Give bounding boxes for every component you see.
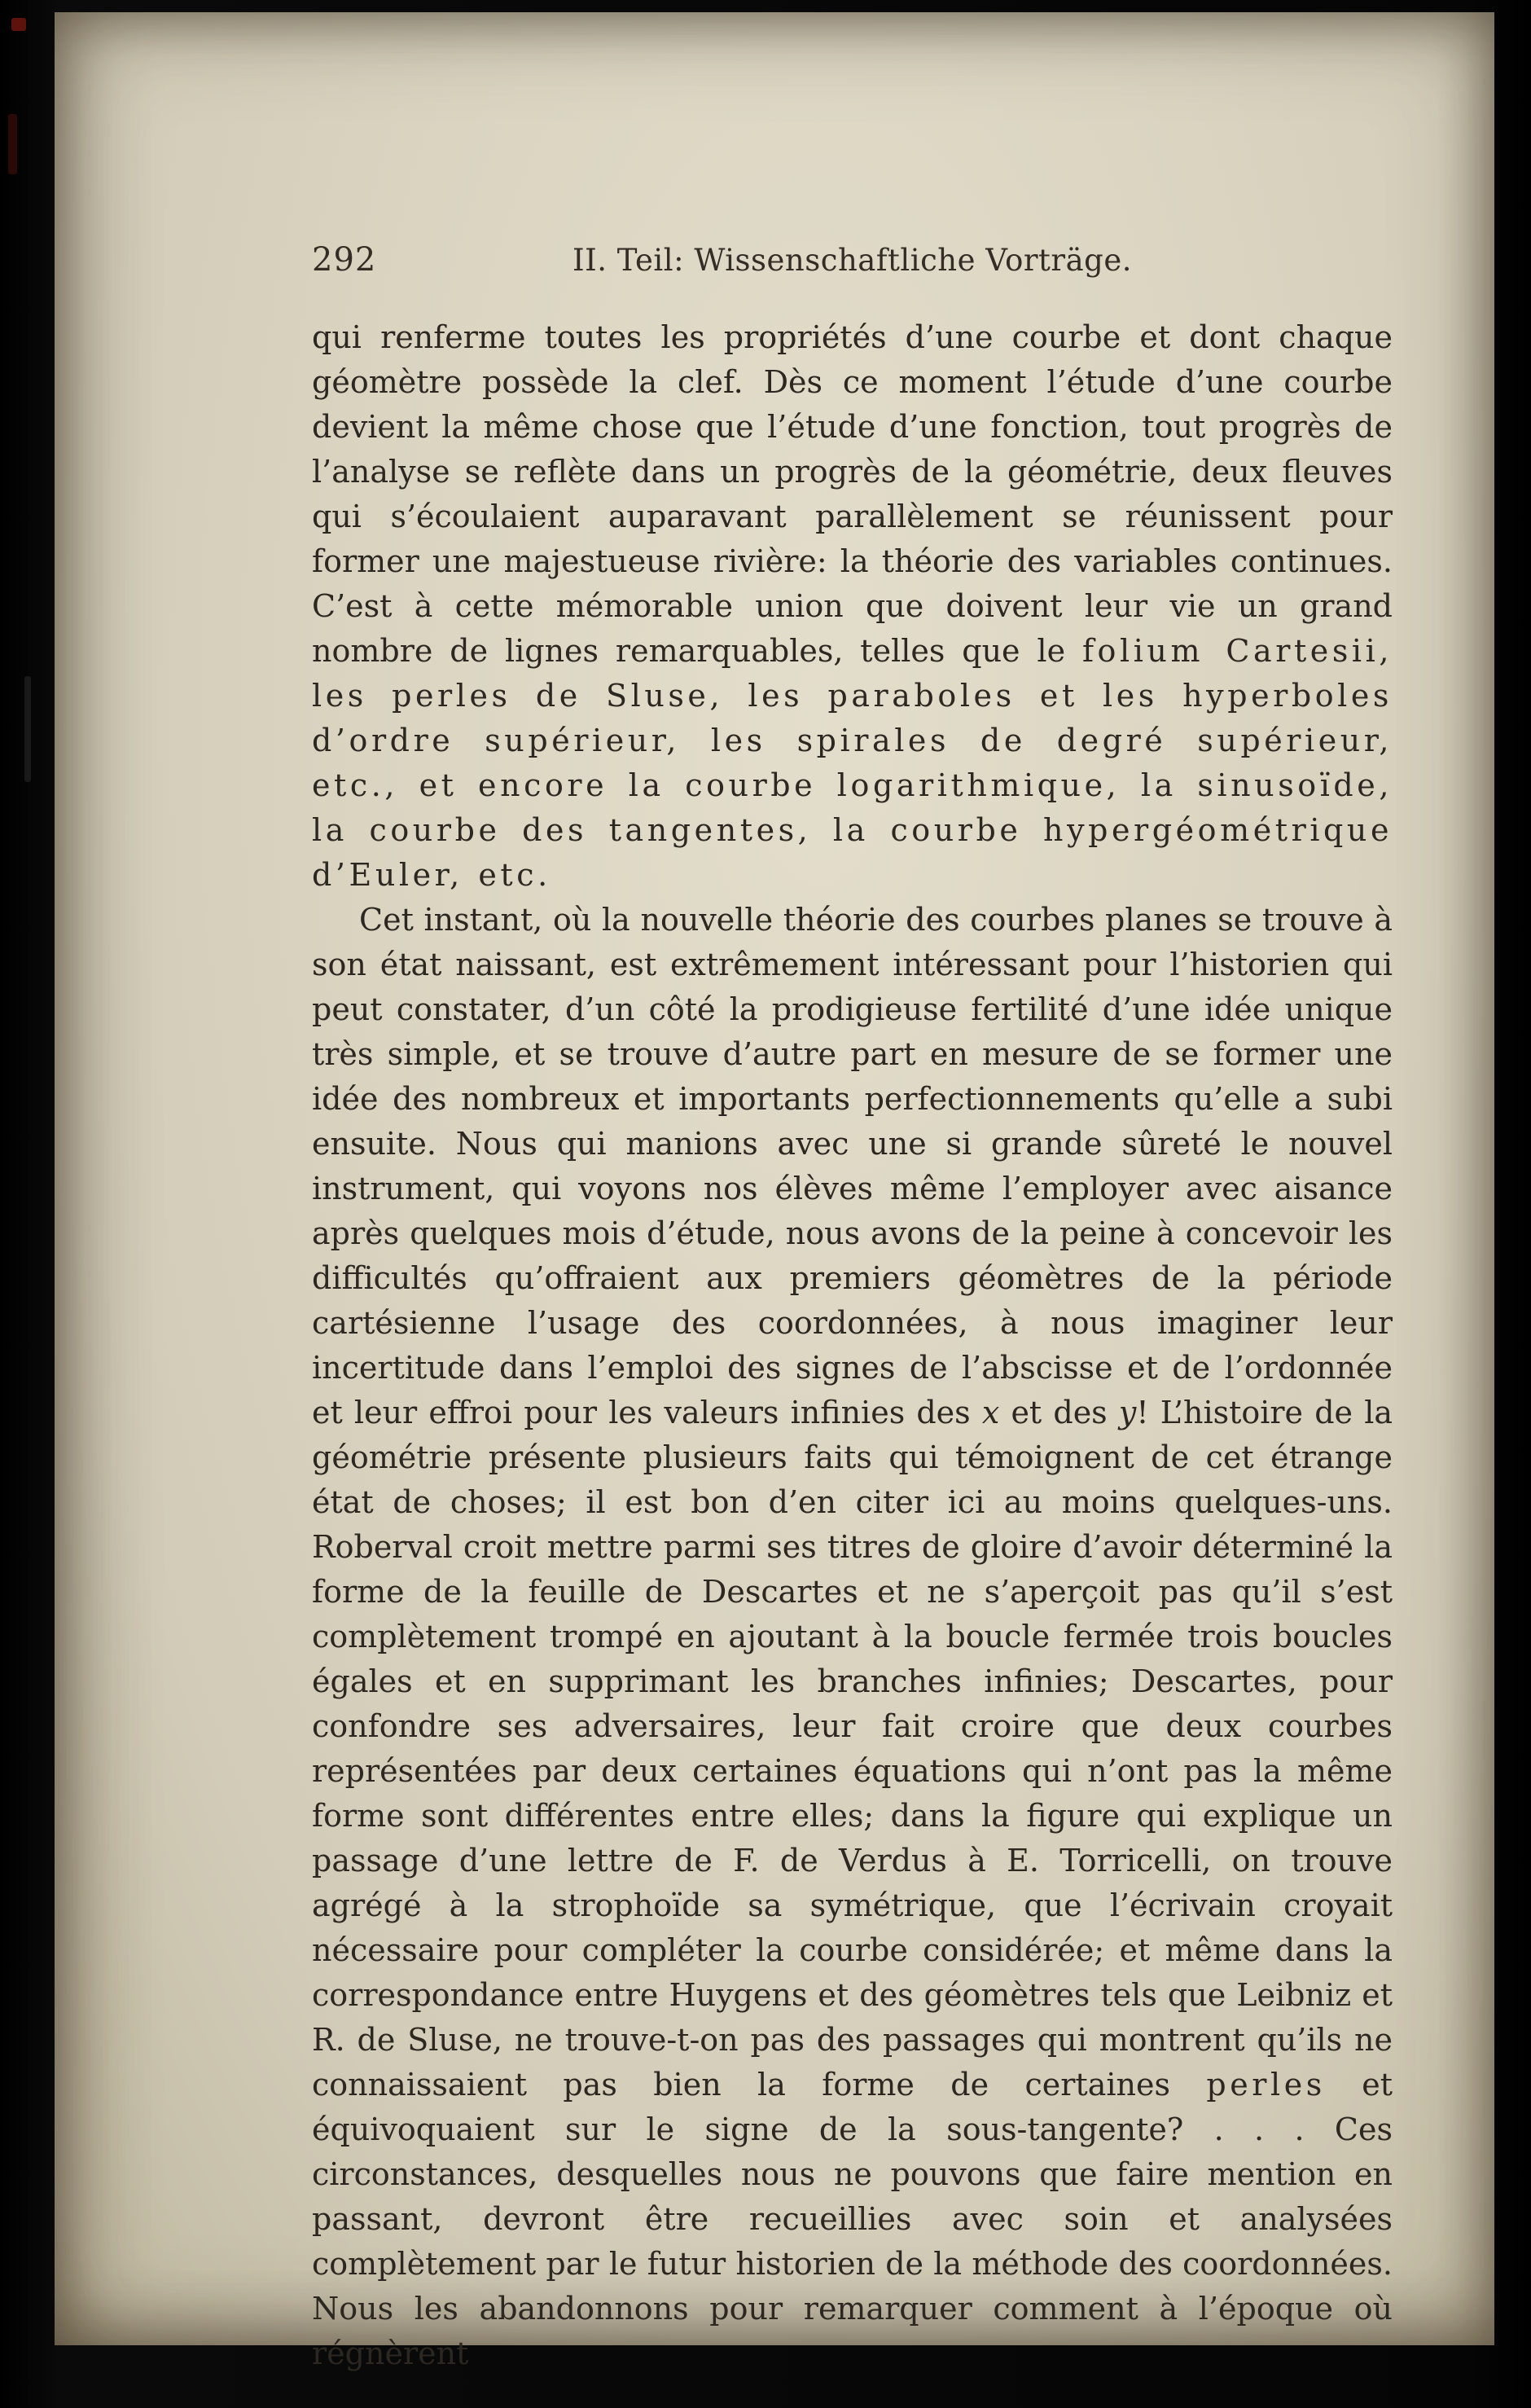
math-variable-x: x (981, 1395, 1000, 1430)
math-variable-y: y (1118, 1395, 1137, 1430)
running-title: II. Teil: Wissenschaftliche Vorträge. (572, 243, 1133, 278)
page-header (312, 238, 1393, 283)
paragraph-text: et équivoquaient sur le signe de la sous-tangente? . . . Ces circonstances, desquelles nous ne pouvons que faire mention en passant, devront être recueillies avec soin et analysées complètement par le futur historien de la méthode des coordonnées. Nous les abandonnons pour remarquer comment à l’époque où régnèrent (312, 2067, 1393, 2371)
paragraph-text: qui renferme toutes les propriétés d’une courbe et dont chaque géomètre possède la clef. Dès ce moment l’étude d’une courbe devient la même chose que l’étude d’une fonction, tout progrès de l’analyse se reflète dans un progrès de la géométrie, deux fleuves qui s’écoulaient auparavant parallèlement se réunissent pour former une majestueuse rivière: la théorie des variables continues. C’est à cette mémorable union que doivent leur vie un grand nombre de lignes remarquables, telles que le (312, 319, 1393, 669)
film-edge-mark (11, 18, 26, 31)
paragraph-text: et des (999, 1395, 1119, 1430)
page-number: 292 (312, 241, 377, 279)
film-edge-mark (24, 676, 31, 782)
emphasized-text: folium Cartesii, les perles de Sluse, les paraboles et les hyperboles d’ordre supérieur, les spirales de degré supérieur, etc., et encore la courbe logarithmique, la sinusoïde, la courbe des tangentes, la courbe hypergéométrique d’Euler, etc. (312, 633, 1393, 893)
film-edge-mark (8, 114, 17, 174)
paragraph-2 (312, 898, 1393, 2376)
paragraph-1 (312, 315, 1393, 898)
paragraph-text: ! L’histoire de la géométrie présente plusieurs faits qui témoignent de cet étrange état de choses; il est bon d’en citer ici au moins quelques-uns. Roberval croit mettre parmi ses titres de gloire d’avoir déterminé la forme de la feuille de Descartes et ne s’aperçoit pas qu’il s’est complètement trompé en ajoutant à la boucle fermée trois boucles égales et en supprimant les branches infinies; Descartes, pour confondre ses adversaires, leur fait croire que deux courbes représentées par deux certaines équations qui n’ont pas la même forme sont différentes entre elles; dans la figure qui explique un passage d’une lettre de F. de Verdus à E. Torricelli, on trouve agrégé à la strophoïde sa symétrique, que l’écrivain croyait nécessaire pour compléter la courbe considérée; et même dans la correspondance entre Huygens et des géomètres tels que Leibniz et R. de Sluse, ne trouve-t-on pas des passages qui montrent qu’ils ne connaissaient pas bien la forme de certaines (312, 1395, 1393, 2103)
book-page (55, 12, 1494, 2371)
body-text (312, 315, 1393, 2376)
emphasized-text: perles (1206, 2067, 1326, 2103)
paragraph-text: Cet instant, où la nouvelle théorie des courbes planes se trouve à son état naissant, est extrêmement intéressant pour l’historien qui peut constater, d’un côté la prodigieuse fertilité d’une idée unique très simple, et se trouve d’autre part en mesure de se former une idée des nombreux et importants perfectionnements qu’elle a subi ensuite. Nous qui manions avec une si grande sûreté le nouvel instrument, qui voyons nos élèves même l’employer avec aisance après quelques mois d’étude, nous avons de la peine à concevoir les difficultés qu’offraient aux premiers géomètres de la période cartésienne l’usage des coordonnées, à nous imaginer leur incertitude dans l’emploi des signes de l’abscisse et de l’ordonnée et leur effroi pour les valeurs infinies des (312, 902, 1393, 1430)
